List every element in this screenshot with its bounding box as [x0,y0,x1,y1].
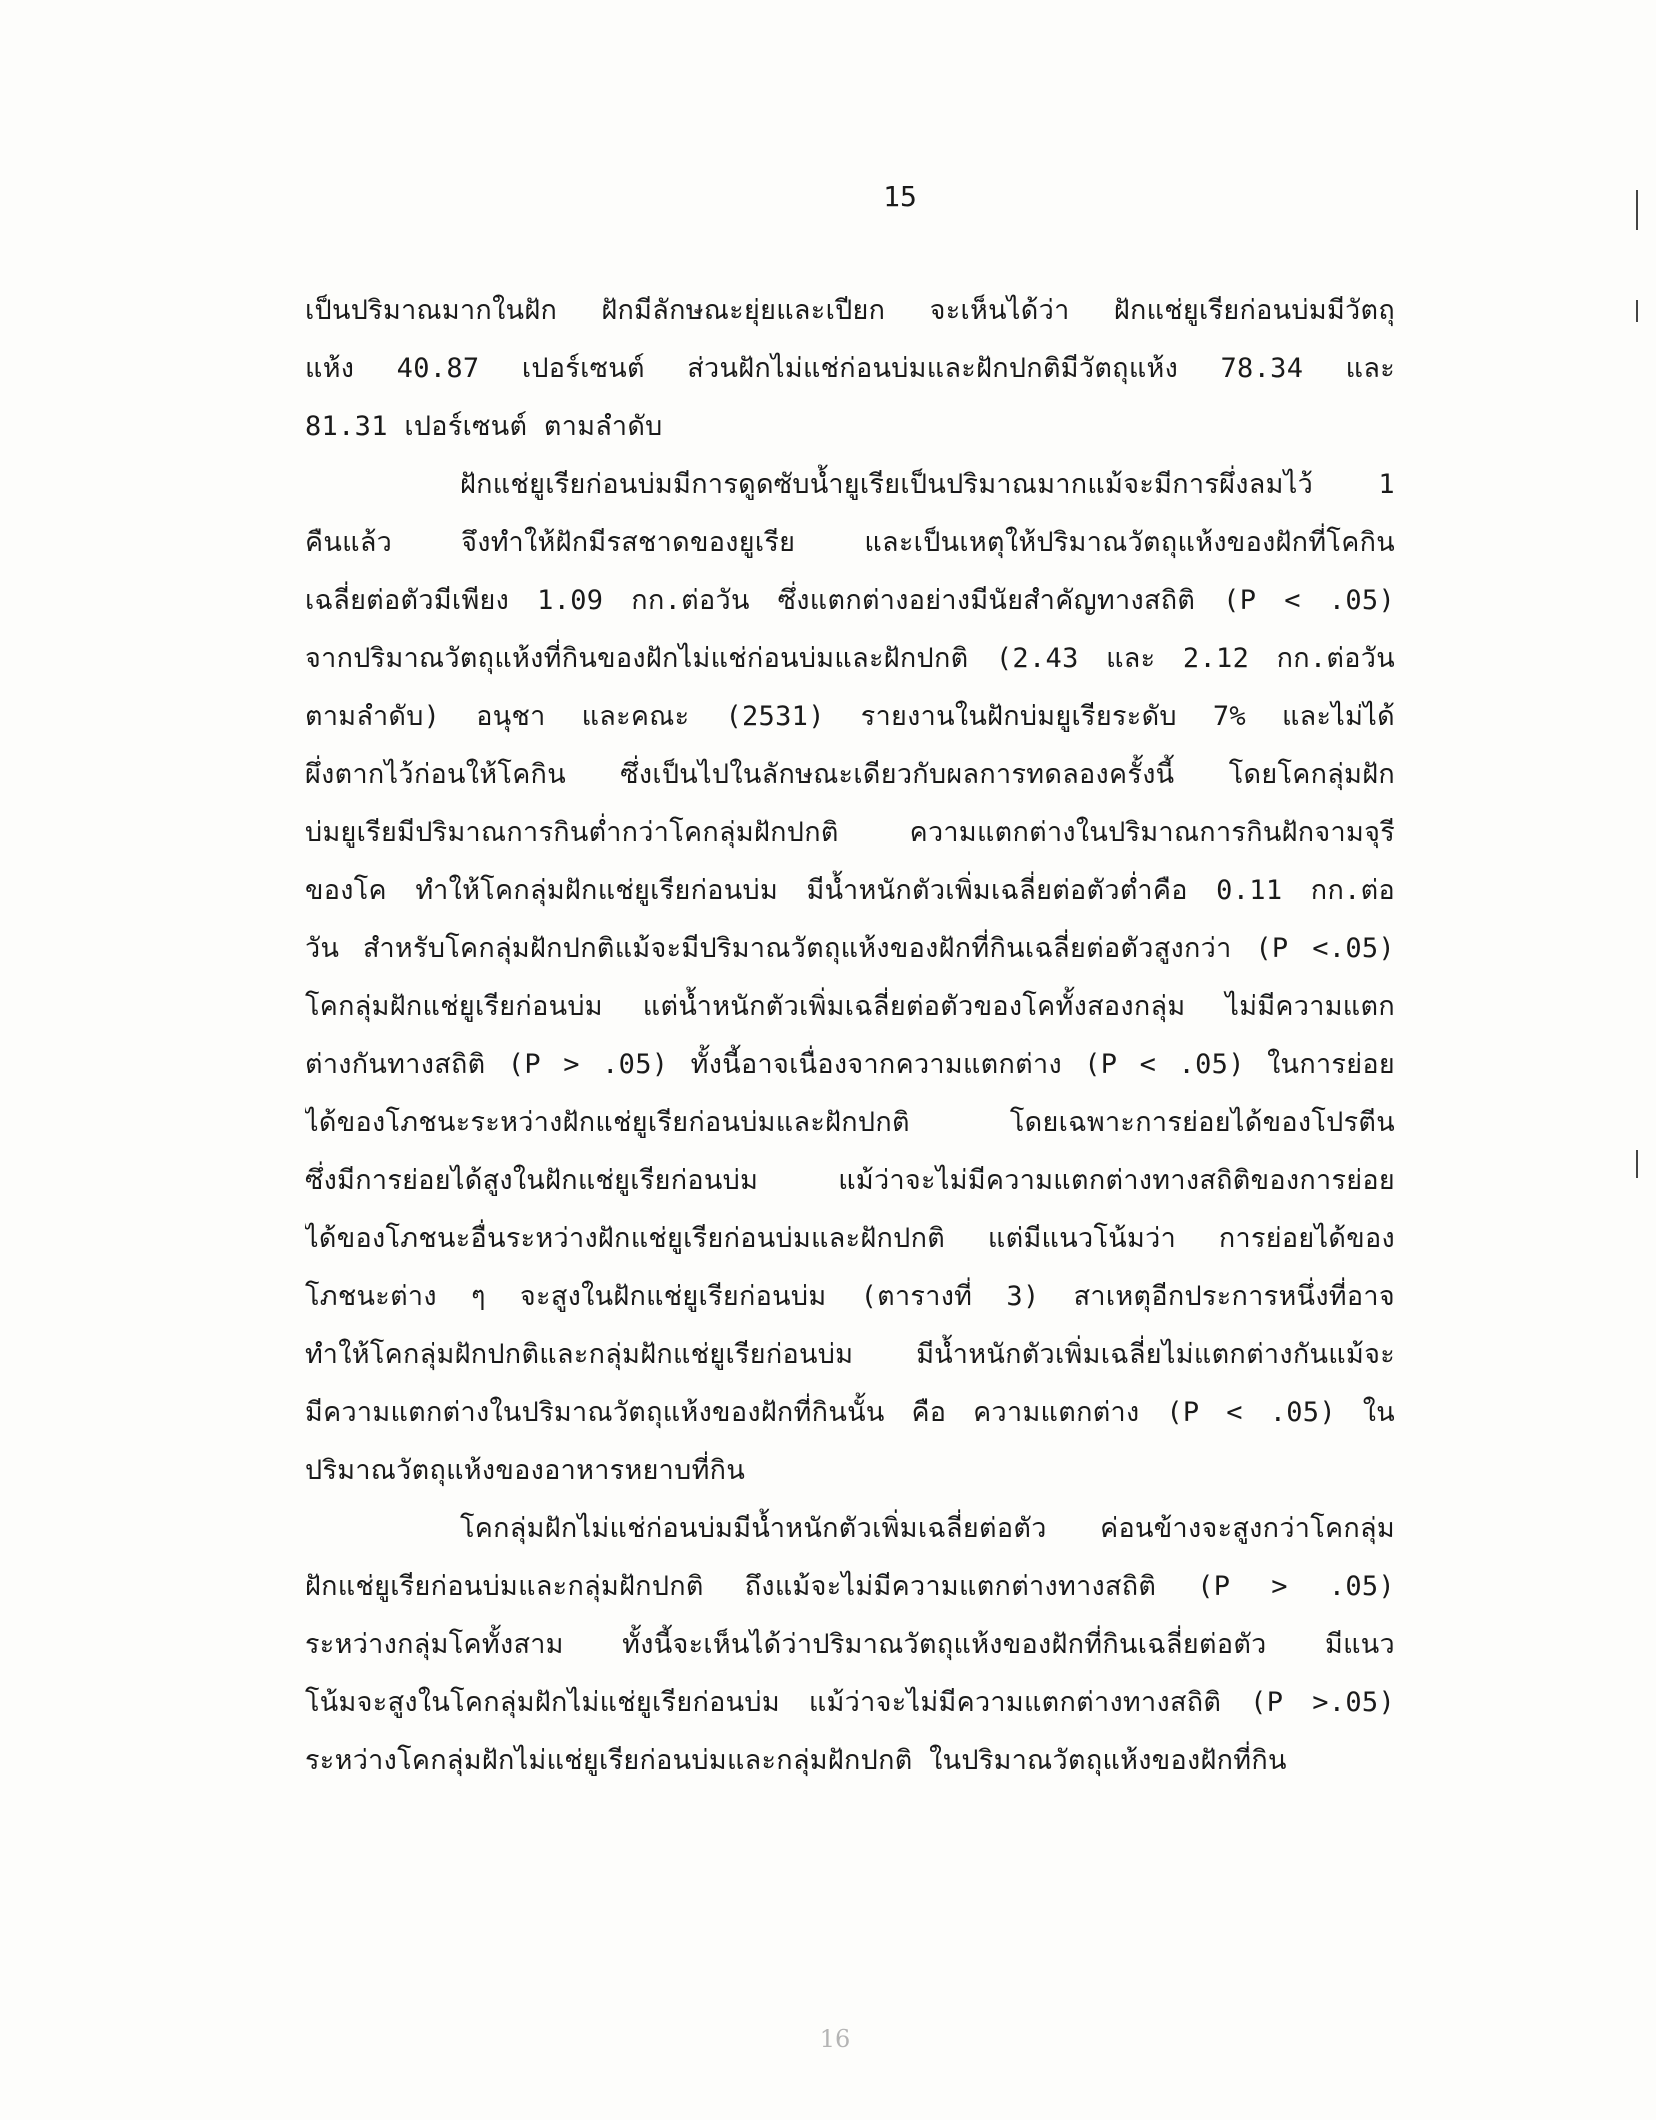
text-line: โภชนะต่าง ๆ จะสูงในฝักแช่ยูเรียก่อนบ่ม (ตารางที่ 3) สาเหตุอีกประการหนึ่งที่อาจ [305,1281,1395,1312]
text-line: โคกลุ่มฝักไม่แช่ก่อนบ่มมีน้ำหนักตัวเพิ่มเฉลี่ยต่อตัว ค่อนข้างจะสูงกว่าโคกลุ่ม [460,1513,1395,1544]
text-line: ฝักแช่ยูเรียก่อนบ่มมีการดูดซับน้ำยูเรียเป็นปริมาณมากแม้จะมีการผึ่งลมไว้ 1 [460,469,1395,500]
body-text [305,282,1395,1790]
text-line: เป็นปริมาณมากในฝัก ฝักมีลักษณะยุ่ยและเปียก จะเห็นได้ว่า ฝักแช่ยูเรียก่อนบ่มมีวัตถุ [305,295,1395,326]
text-line: 81.31 เปอร์เซนต์ ตามลำดับ [305,411,663,442]
scan-edge-mark [1636,1150,1638,1178]
text-line: ได้ของโภชนะระหว่างฝักแช่ยูเรียก่อนบ่มและฝักปกติ โดยเฉพาะการย่อยได้ของโปรตีน [305,1107,1395,1138]
text-line: วัน สำหรับโคกลุ่มฝักปกติแม้จะมีปริมาณวัตถุแห้งของฝักที่กินเฉลี่ยต่อตัวสูงกว่า (P <.05) [305,933,1395,964]
text-line: คืนแล้ว จึงทำให้ฝักมีรสชาดของยูเรีย และเป็นเหตุให้ปริมาณวัตถุแห้งของฝักที่โคกิน [305,527,1395,558]
text-line: ปริมาณวัตถุแห้งของอาหารหยาบที่กิน [305,1455,746,1486]
text-line: แห้ง 40.87 เปอร์เซนต์ ส่วนฝักไม่แช่ก่อนบ่มและฝักปกติมีวัตถุแห้ง 78.34 และ [305,353,1395,384]
text-line: ของโค ทำให้โคกลุ่มฝักแช่ยูเรียก่อนบ่ม มีน้ำหนักตัวเพิ่มเฉลี่ยต่อตัวต่ำคือ 0.11 กก.ต่อ [305,875,1395,906]
text-line: ระหว่างโคกลุ่มฝักไม่แช่ยูเรียก่อนบ่มและกลุ่มฝักปกติ ในปริมาณวัตถุแห้งของฝักที่กิน [305,1745,1287,1776]
text-line: ได้ของโภชนะอื่นระหว่างฝักแช่ยูเรียก่อนบ่มและฝักปกติ แต่มีแนวโน้มว่า การย่อยได้ของ [305,1223,1395,1254]
text-line: ตามลำดับ) อนุชา และคณะ (2531) รายงานในฝักบ่มยูเรียระดับ 7% และไม่ได้ [305,701,1395,732]
text-line: จากปริมาณวัตถุแห้งที่กินของฝักไม่แช่ก่อนบ่มและฝักปกติ (2.43 และ 2.12 กก.ต่อวัน [305,643,1395,674]
text-line: โคกลุ่มฝักแช่ยูเรียก่อนบ่ม แต่น้ำหนักตัวเพิ่มเฉลี่ยต่อตัวของโคทั้งสองกลุ่ม ไม่มีความแตก [305,991,1395,1022]
page-number: 15 [883,180,917,213]
text-line: ต่างกันทางสถิติ (P > .05) ทั้งนี้อาจเนื่องจากความแตกต่าง (P < .05) ในการย่อย [305,1049,1395,1080]
scan-edge-mark [1636,190,1638,230]
faint-footer-page-number: 16 [819,2025,851,2053]
text-line: ทำให้โคกลุ่มฝักปกติและกลุ่มฝักแช่ยูเรียก่อนบ่ม มีน้ำหนักตัวเพิ่มเฉลี่ยไม่แตกต่างกันแม้จะ [305,1339,1395,1370]
text-line: บ่มยูเรียมีปริมาณการกินต่ำกว่าโคกลุ่มฝักปกติ ความแตกต่างในปริมาณการกินฝักจามจุรี [305,817,1395,848]
text-line: ผึ่งตากไว้ก่อนให้โคกิน ซึ่งเป็นไปในลักษณะเดียวกับผลการทดลองครั้งนี้ โดยโคกลุ่มฝัก [305,759,1395,790]
text-line: โน้มจะสูงในโคกลุ่มฝักไม่แช่ยูเรียก่อนบ่ม แม้ว่าจะไม่มีความแตกต่างทางสถิติ (P >.05) [305,1687,1395,1718]
text-line: เฉลี่ยต่อตัวมีเพียง 1.09 กก.ต่อวัน ซึ่งแตกต่างอย่างมีนัยสำคัญทางสถิติ (P < .05) [305,585,1395,616]
text-line: ซึ่งมีการย่อยได้สูงในฝักแช่ยูเรียก่อนบ่ม แม้ว่าจะไม่มีความแตกต่างทางสถิติของการย่อย [305,1165,1395,1196]
text-line: ฝักแช่ยูเรียก่อนบ่มและกลุ่มฝักปกติ ถึงแม้จะไม่มีความแตกต่างทางสถิติ (P > .05) [305,1571,1395,1602]
text-line: ระหว่างกลุ่มโคทั้งสาม ทั้งนี้จะเห็นได้ว่าปริมาณวัตถุแห้งของฝักที่กินเฉลี่ยต่อตัว มีแนว [305,1629,1395,1660]
text-line: มีความแตกต่างในปริมาณวัตถุแห้งของฝักที่กินนั้น คือ ความแตกต่าง (P < .05) ใน [305,1397,1395,1428]
scan-edge-mark [1636,300,1638,322]
